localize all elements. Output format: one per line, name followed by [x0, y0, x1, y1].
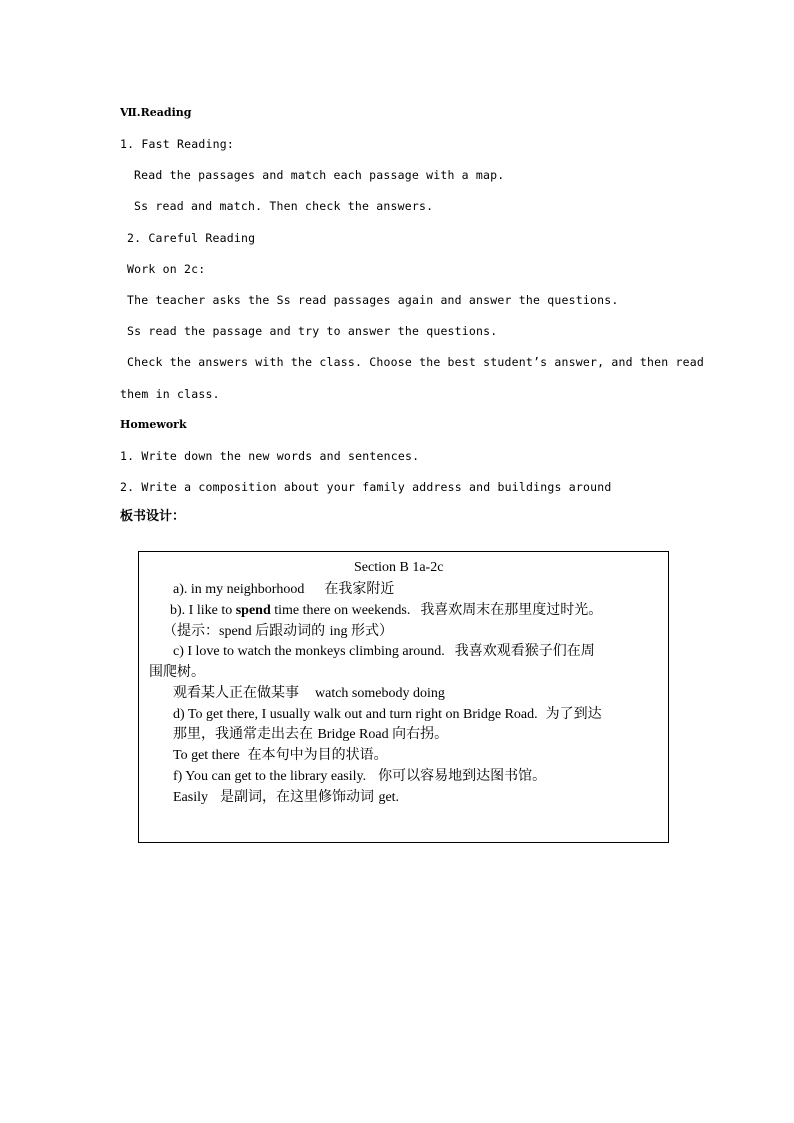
- d-cont-en: Bridge Road: [317, 727, 393, 742]
- board-design-box: [138, 551, 669, 843]
- toget-en: To get there: [173, 748, 240, 763]
- board-line-f: [173, 767, 546, 786]
- line-f-cn: 你可以容易地到达图书馆。: [378, 768, 547, 784]
- easily-en: Easily: [173, 790, 208, 805]
- work-on-line: Work on 2c:: [127, 262, 206, 276]
- line-d-en: d) To get there, I usually walk out and turn right on Bridge Road.: [173, 707, 538, 722]
- board-design-title: 板书设计：: [120, 509, 186, 524]
- fast-reading-title: 1. Fast Reading:: [120, 137, 234, 151]
- line-b-post: time there on weekends.: [270, 603, 411, 618]
- hint-mid: 后跟动词的: [255, 623, 330, 639]
- homework-item-1: 1. Write down the new words and sentences.: [120, 449, 420, 463]
- d-cont-cn-1: 那里，我通常走出去在: [173, 726, 318, 742]
- board-line-watch: [173, 684, 445, 703]
- line-d-cn: 为了到达: [545, 706, 602, 722]
- hint-end: 形式）: [351, 623, 394, 639]
- hint-en: spend: [219, 624, 256, 639]
- fast-reading-line-2: Ss read and match. Then check the answers.: [134, 199, 434, 213]
- hint-open: （提示：: [163, 623, 219, 639]
- easily-cn: 是副词，在这里修饰动词: [220, 789, 379, 805]
- board-line-c-cont: 围爬树。: [149, 664, 205, 680]
- check-line-continued: them in class.: [120, 387, 220, 401]
- watch-cn: 观看某人正在做某事: [173, 685, 299, 701]
- board-line-d-cont: [173, 725, 448, 744]
- board-line-c: [173, 642, 595, 661]
- fast-reading-line-1: Read the passages and match each passage with a map.: [134, 168, 505, 182]
- line-f-en: f) You can get to the library easily.: [173, 769, 367, 784]
- board-line-a: [173, 580, 394, 599]
- d-cont-cn-2: 向右拐。: [392, 726, 449, 742]
- hint-en2: ing: [329, 624, 352, 639]
- board-line-hint: [163, 622, 393, 641]
- reading-title: Ⅶ.Reading: [120, 106, 192, 119]
- ss-line: Ss read the passage and try to answer the questions.: [127, 324, 498, 338]
- teacher-line: The teacher asks the Ss read passages again and answer the questions.: [127, 293, 619, 307]
- line-b-bold: spend: [235, 603, 271, 618]
- board-line-toget: [173, 746, 388, 765]
- toget-cn: 在本句中为目的状语。: [247, 747, 388, 763]
- homework-title: Homework: [120, 418, 187, 431]
- line-c-en: c) I love to watch the monkeys climbing around.: [173, 644, 445, 659]
- line-a-cn: 在我家附近: [324, 581, 395, 597]
- board-line-d: [173, 705, 602, 724]
- watch-en: watch somebody doing: [315, 686, 445, 701]
- line-a-en: a). in my neighborhood: [173, 582, 305, 597]
- line-c-cn: 我喜欢观看猴子们在周: [454, 643, 595, 659]
- line-b-cn: 我喜欢周末在那里度过时光。: [420, 602, 603, 618]
- board-line-b: [170, 601, 602, 620]
- careful-reading-title: 2. Careful Reading: [127, 231, 256, 245]
- board-line-easily: [173, 788, 399, 807]
- board-section-title: Section B 1a-2c: [354, 560, 444, 575]
- line-b-pre: b). I like to: [170, 603, 236, 618]
- easily-end: get.: [378, 790, 400, 805]
- homework-item-2: 2. Write a composition about your family address and buildings around: [120, 480, 612, 494]
- check-line: Check the answers with the class. Choose the best student’s answer, and then read: [127, 355, 705, 369]
